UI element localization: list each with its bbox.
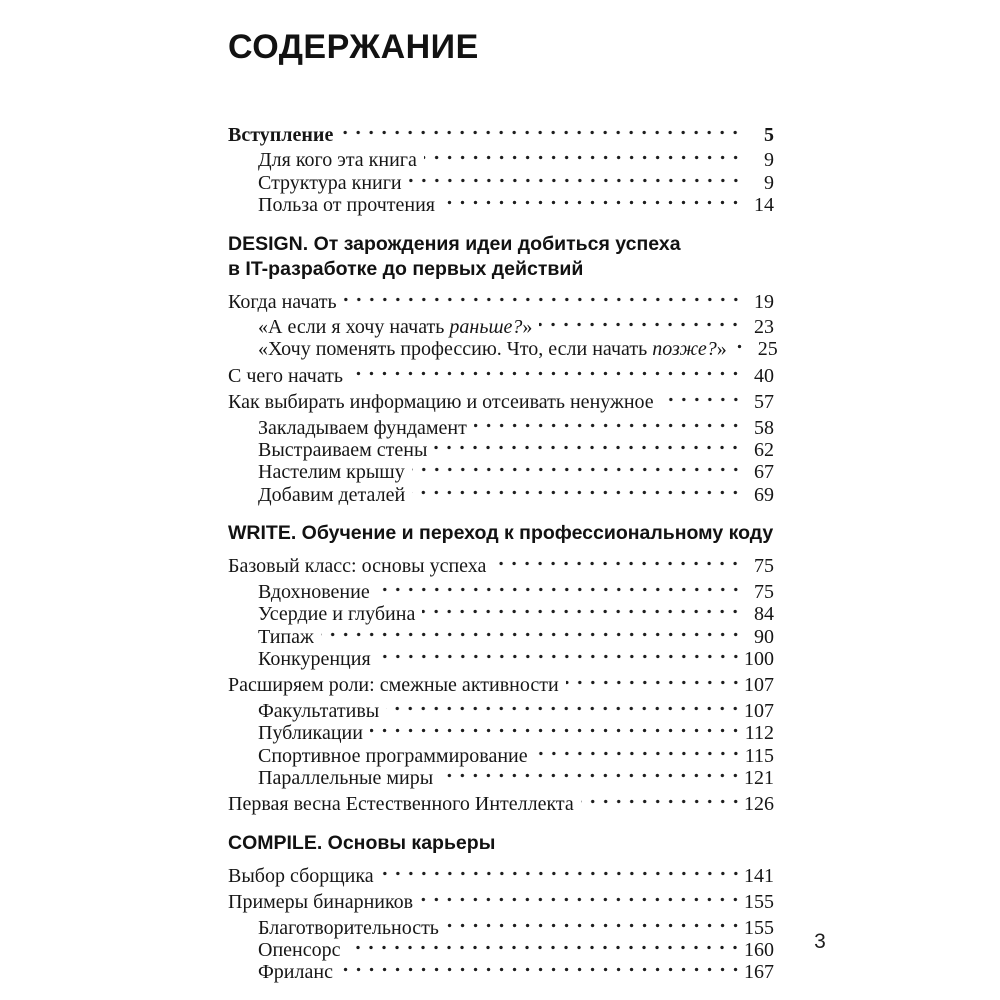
toc-entry-page: 58: [754, 416, 774, 439]
toc-entry-page: 155: [744, 891, 774, 914]
toc-entry: [228, 316, 774, 338]
dot-leader: [422, 605, 742, 620]
toc-entry-title: Структура книги: [258, 171, 402, 194]
toc-entry: [228, 124, 774, 146]
dot-leader: [340, 126, 742, 141]
dot-leader: [440, 769, 742, 784]
toc-entry: [228, 722, 774, 744]
toc-entry-page: 115: [744, 744, 774, 767]
toc-entry-page: 160: [744, 938, 774, 961]
toc-entry-page: 121: [744, 766, 774, 789]
toc-entry-page: 167: [744, 961, 774, 984]
toc-entry: [228, 149, 774, 171]
toc-entry-title: Публикации: [258, 722, 363, 745]
toc-entry-title: Выстраиваем стены: [258, 439, 428, 462]
toc-entry-page: 40: [754, 364, 774, 387]
toc-entry-title-part: «А если я хочу начать: [258, 316, 450, 339]
toc-entry-page: 84: [754, 603, 774, 626]
toc-entry-page: 90: [754, 625, 774, 648]
table-of-contents: [228, 120, 778, 984]
dot-leader: [347, 941, 742, 956]
dot-leader: [424, 151, 742, 166]
toc-entry-title: Параллельные миры: [258, 766, 434, 789]
toc-entry-title: Конкуренция: [258, 647, 371, 670]
toc-entry-title: Опенсорс: [258, 938, 341, 961]
toc-entry-title: Когда начать: [228, 290, 337, 313]
toc-entry-title-part: «Хочу поменять профессию. Что, если начать: [258, 338, 653, 361]
toc-entry-title-part: »: [522, 316, 533, 339]
dot-leader: [661, 393, 742, 408]
dot-leader: [434, 441, 742, 456]
toc-entry: [228, 674, 774, 696]
toc-entry-title: С чего начать: [228, 364, 344, 387]
section-heading: [228, 232, 774, 282]
toc-entry-title: Настелим крышу: [258, 461, 405, 484]
toc-entry-title: Расширяем роли: смежные активности: [228, 674, 559, 697]
dot-leader: [344, 293, 742, 308]
toc-entry: [228, 626, 774, 648]
toc-entry: [228, 891, 774, 913]
toc-entry: [228, 555, 774, 577]
dot-leader: [378, 650, 742, 665]
dot-leader: [539, 318, 742, 333]
toc-entry: [228, 365, 774, 387]
toc-entry-page: 107: [744, 699, 774, 722]
toc-entry-title: [258, 338, 727, 360]
toc-entry: [228, 461, 774, 483]
dot-leader: [412, 486, 742, 501]
toc-entry-page: 62: [754, 439, 774, 462]
toc-entry: [228, 917, 774, 939]
dot-leader: [581, 795, 742, 810]
toc-entry-page: 155: [744, 916, 774, 939]
page-number: 3: [814, 930, 826, 953]
toc-entry: [228, 484, 774, 506]
toc-entry-page: 100: [744, 647, 774, 670]
section-heading-line: в IT-разработке до первых действий: [228, 257, 584, 280]
toc-entry-page: 69: [754, 483, 774, 506]
toc-entry-page: 19: [754, 290, 774, 313]
section-heading: [228, 521, 774, 546]
dot-leader: [381, 867, 742, 882]
toc-entry-title: Типаж: [258, 625, 314, 648]
toc-entry-page: 141: [744, 864, 774, 887]
toc-entry-page: 75: [754, 580, 774, 603]
toc-entry: [228, 194, 774, 216]
toc-entry: [228, 939, 774, 961]
toc-entry-title: Вступление: [228, 124, 334, 146]
toc-entry: [228, 648, 774, 670]
toc-entry-title: Базовый класс: основы успеха: [228, 555, 487, 578]
toc-entry-title: Факультативы: [258, 699, 380, 722]
toc-entry-title: Вдохновение: [258, 580, 370, 603]
toc-entry-title: [258, 316, 532, 338]
dot-leader: [350, 367, 742, 382]
section-heading: [228, 831, 774, 856]
toc-entry-page: 9: [764, 149, 774, 172]
dot-leader: [566, 676, 742, 691]
toc-entry: [228, 439, 774, 461]
section-heading-line: COMPILE. Основы карьеры: [228, 831, 496, 854]
toc-entry: [228, 865, 774, 887]
toc-entry-page: 112: [744, 722, 774, 745]
toc-entry-title: Польза от прочтения: [258, 194, 436, 217]
dot-leader: [535, 747, 742, 762]
toc-entry-title: Фриланс: [258, 961, 333, 984]
toc-entry-title: Закладываем фундамент: [258, 416, 467, 439]
toc-entry: [228, 961, 774, 983]
toc-entry: [228, 793, 774, 815]
dot-leader: [321, 628, 742, 643]
toc-entry-title-part: раньше?: [449, 316, 523, 339]
dot-leader: [420, 893, 742, 908]
toc-entry-page: 57: [754, 391, 774, 414]
toc-entry: [228, 417, 774, 439]
toc-entry-page: 126: [744, 793, 774, 816]
section-heading-line: WRITE. Обучение и переход к профессиональному коду: [228, 522, 774, 545]
dot-leader: [412, 463, 742, 478]
dot-leader: [493, 557, 742, 572]
toc-entry-page: 5: [764, 124, 774, 146]
toc-entry: [228, 603, 774, 625]
dot-leader: [377, 583, 742, 598]
toc-entry-title-part: »: [716, 338, 727, 361]
toc-entry-title: Для кого эта книга: [258, 149, 417, 172]
toc-entry-title: Спортивное программирование: [258, 744, 528, 767]
dot-leader: [446, 919, 742, 934]
toc-entry-page: 23: [754, 316, 774, 339]
toc-entry: [228, 767, 774, 789]
toc-entry: [228, 291, 774, 313]
dot-leader: [442, 196, 742, 211]
toc-entry-page: 25: [757, 338, 778, 361]
toc-entry-title: Первая весна Естественного Интеллекта: [228, 793, 574, 816]
toc-entry: [228, 338, 778, 361]
toc-entry: [228, 581, 774, 603]
toc-entry-title: Как выбирать информацию и отсеивать ненужное: [228, 391, 654, 414]
toc-entry-title: Выбор сборщика: [228, 864, 374, 887]
dot-leader: [474, 419, 742, 434]
dot-leader: [409, 174, 742, 189]
toc-entry-page: 67: [754, 461, 774, 484]
toc-entry-title: Усердие и глубина: [258, 603, 416, 626]
toc-entry-title: Добавим деталей: [258, 483, 406, 506]
dot-leader: [734, 340, 746, 355]
toc-entry: [228, 745, 774, 767]
dot-leader: [370, 724, 742, 739]
toc-entry-title-part: позже?: [652, 338, 717, 361]
toc-entry: [228, 700, 774, 722]
toc-entry-title: Благотворительность: [258, 916, 439, 939]
toc-entry-title: Примеры бинарников: [228, 891, 414, 914]
toc-entry-page: 107: [744, 674, 774, 697]
page-title: СОДЕРЖАНИЕ: [228, 28, 479, 66]
toc-entry-page: 75: [754, 555, 774, 578]
toc-entry: [228, 172, 774, 194]
section-heading-line: DESIGN. От зарождения идеи добиться успеха: [228, 232, 681, 255]
dot-leader: [386, 702, 742, 717]
toc-entry: [228, 391, 774, 413]
dot-leader: [340, 963, 742, 978]
toc-entry-page: 9: [764, 171, 774, 194]
toc-entry-page: 14: [754, 194, 774, 217]
